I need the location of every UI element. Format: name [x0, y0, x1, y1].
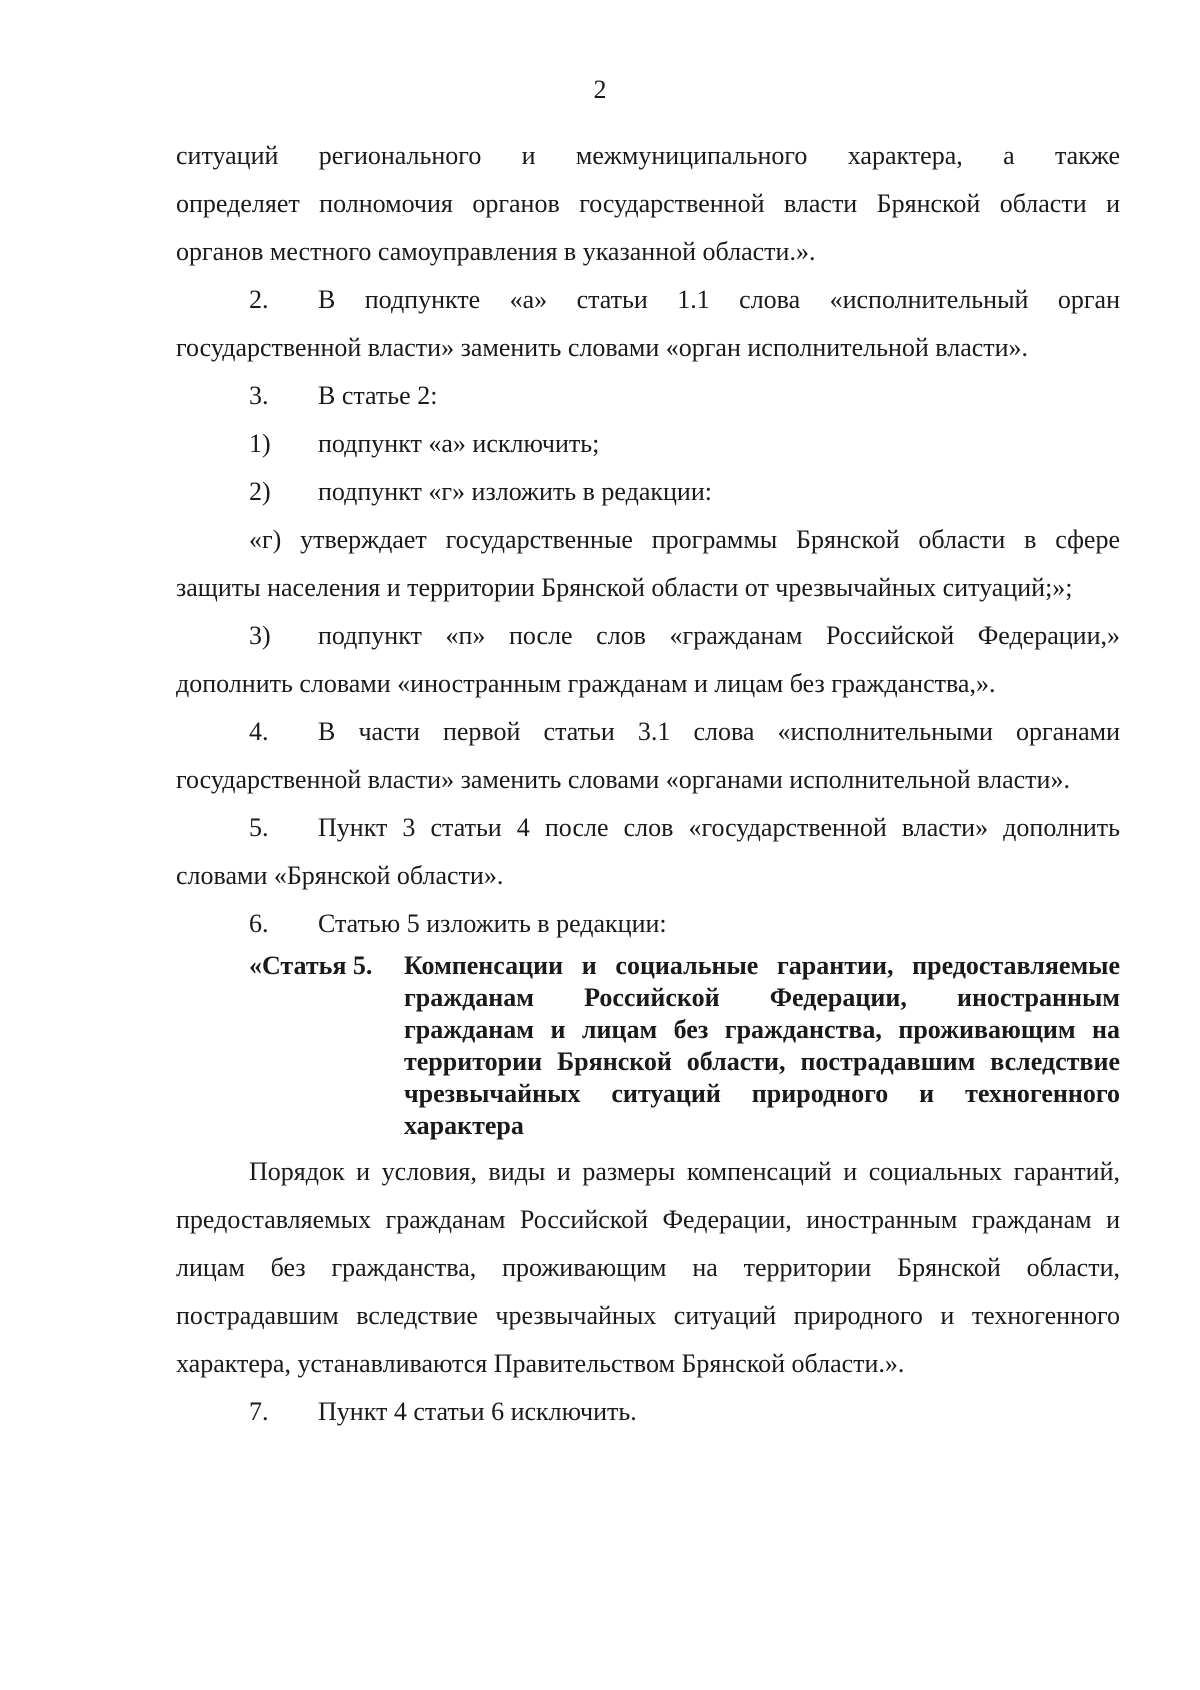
item-6-number: 6. [249, 909, 269, 938]
subitem-3-number: 3) [249, 621, 271, 650]
item-7-text: Пункт 4 статьи 6 исключить. [318, 1397, 637, 1426]
page-number: 2 [593, 75, 607, 104]
quote-subitem-g: «г) утверждает государственные программы Брянской области в сфере защиты населения и территории Брянской области от чрезвычайных ситуаций;»; [176, 525, 1120, 602]
article-title: Компенсации и социальные гарантии, предоставляемые гражданам Российской Федерации, иностранным гражданам и лицам без гражданства, проживающим на территории Брянской области, пострадавшим вследствие чрезвычайных ситуаций природного и техногенного характера [404, 951, 1120, 1140]
subitem-1-text: подпункт «а» исключить; [318, 429, 600, 458]
subitem-2-text: подпункт «г» изложить в редакции: [318, 477, 712, 506]
subitem-3 [176, 612, 1120, 708]
item-2-text: В подпункте «а» статьи 1.1 слова «исполнительный орган государственной власти» заменить словами «орган исполнительной власти». [176, 285, 1120, 362]
subitem-2 [176, 468, 1120, 516]
item-7 [176, 1388, 1120, 1436]
item-6-text: Статью 5 изложить в редакции: [318, 909, 667, 938]
item-6 [176, 900, 1120, 948]
subitem-1-number: 1) [249, 429, 271, 458]
item-5 [176, 804, 1120, 900]
paragraph-intro-continued: определяет полномочия органов государственной власти Брянской области и органов местного самоуправления в указанной области.». [176, 189, 1120, 266]
document-body [176, 132, 1120, 1436]
item-4-number: 4. [249, 717, 269, 746]
item-4 [176, 708, 1120, 804]
subitem-1 [176, 420, 1120, 468]
item-3-text: В статье 2: [318, 381, 438, 410]
subitem-2-number: 2) [249, 477, 271, 506]
item-2-number: 2. [249, 285, 269, 314]
article-5-heading [176, 950, 1120, 1142]
article-5-body: Порядок и условия, виды и размеры компенсаций и социальных гарантий, предоставляемых гражданам Российской Федерации, иностранным гражданам и лицам без гражданства, проживающим на территории Брянской области, пострадавшим вследствие чрезвычайных ситуаций природного и техногенного характера, устанавливаются Правительством Брянской области.». [176, 1157, 1120, 1378]
item-3-number: 3. [249, 381, 269, 410]
item-4-text: В части первой статьи 3.1 слова «исполнительными органами государственной власти» заменить словами «органами исполнительной власти». [176, 717, 1120, 794]
item-5-number: 5. [249, 813, 269, 842]
item-3 [176, 372, 1120, 420]
item-7-number: 7. [249, 1397, 269, 1426]
article-label: «Статья 5. [249, 951, 373, 980]
subitem-3-text: подпункт «п» после слов «гражданам Российской Федерации,» дополнить словами «иностранным гражданам и лицам без гражданства,». [176, 621, 1120, 698]
item-5-text: Пункт 3 статьи 4 после слов «государственной власти» дополнить словами «Брянской области». [176, 813, 1120, 890]
paragraph-intro-line1: ситуаций регионального и межмуниципального характера, а также [176, 141, 1120, 170]
item-2 [176, 276, 1120, 372]
